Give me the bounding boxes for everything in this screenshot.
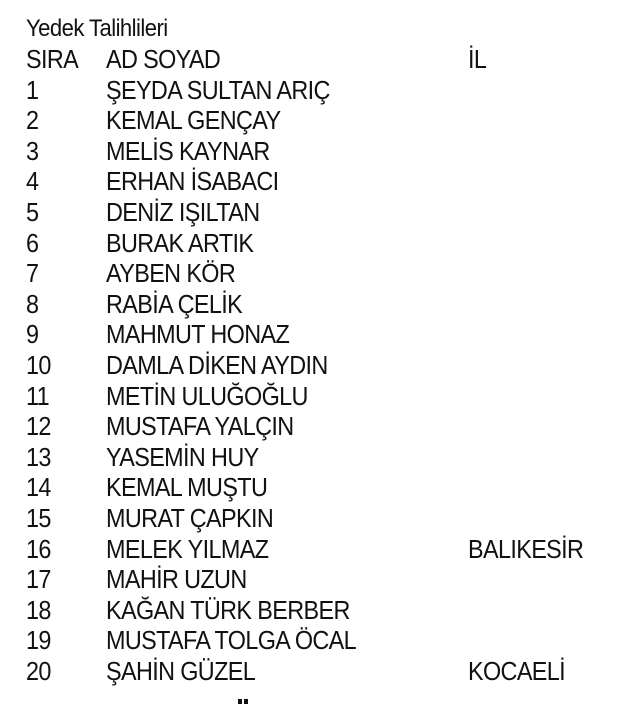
reserve-winners-document	[26, 14, 626, 686]
row-sira: 7	[26, 258, 39, 289]
row-ad-soyad: ŞEYDA SULTAN ARIÇ	[106, 74, 330, 105]
column-header-sira: SIRA	[26, 44, 79, 74]
row-sira: 17	[26, 564, 51, 595]
column-header-ad-soyad: AD SOYAD	[106, 44, 221, 74]
table-row	[26, 411, 626, 442]
row-il: BALIKESİR	[468, 533, 584, 564]
row-ad-soyad: MELİS KAYNAR	[106, 135, 270, 166]
table-header-row	[26, 44, 626, 75]
table-row	[26, 350, 626, 381]
row-sira: 18	[26, 594, 51, 625]
row-ad-soyad: ŞAHİN GÜZEL	[106, 655, 256, 686]
row-sira: 10	[26, 349, 51, 380]
row-ad-soyad: KAĞAN TÜRK BERBER	[106, 594, 350, 625]
table-row	[26, 442, 626, 473]
row-ad-soyad: MAHMUT HONAZ	[106, 319, 290, 350]
table-row	[26, 197, 626, 228]
row-ad-soyad: DENİZ IŞILTAN	[106, 196, 260, 227]
clipped-next-line-glyph	[236, 697, 250, 706]
row-sira: 19	[26, 625, 51, 656]
table-row	[26, 319, 626, 350]
row-sira: 13	[26, 441, 51, 472]
row-sira: 14	[26, 472, 51, 503]
row-sira: 4	[26, 166, 39, 197]
table-row	[26, 625, 626, 656]
row-ad-soyad: BURAK ARTIK	[106, 227, 254, 258]
row-ad-soyad: MELEK YILMAZ	[106, 533, 269, 564]
document-title: Yedek Talihlileri	[26, 15, 168, 42]
table-row	[26, 503, 626, 534]
row-sira: 1	[26, 74, 39, 105]
row-sira: 3	[26, 135, 39, 166]
umlaut-dot	[238, 699, 242, 704]
row-ad-soyad: MUSTAFA TOLGA ÖCAL	[106, 625, 357, 656]
table-row	[26, 656, 626, 687]
table-row	[26, 228, 626, 259]
row-ad-soyad: YASEMİN HUY	[106, 441, 259, 472]
table-row	[26, 534, 626, 565]
row-ad-soyad: KEMAL MUŞTU	[106, 472, 268, 503]
table-row	[26, 75, 626, 106]
row-ad-soyad: DAMLA DİKEN AYDIN	[106, 349, 328, 380]
row-sira: 16	[26, 533, 51, 564]
row-ad-soyad: MAHİR UZUN	[106, 564, 247, 595]
row-ad-soyad: KEMAL GENÇAY	[106, 105, 281, 136]
row-sira: 15	[26, 502, 51, 533]
row-sira: 2	[26, 105, 39, 136]
table-row	[26, 105, 626, 136]
row-sira: 20	[26, 655, 51, 686]
table-row	[26, 564, 626, 595]
row-ad-soyad: RABİA ÇELİK	[106, 288, 243, 319]
row-sira: 5	[26, 196, 39, 227]
row-il: KOCAELİ	[468, 655, 566, 686]
row-ad-soyad: ERHAN İSABACI	[106, 166, 279, 197]
row-ad-soyad: MUSTAFA YALÇIN	[106, 411, 294, 442]
row-sira: 8	[26, 288, 39, 319]
row-ad-soyad: MURAT ÇAPKIN	[106, 502, 274, 533]
row-ad-soyad: AYBEN KÖR	[106, 258, 236, 289]
row-sira: 6	[26, 227, 39, 258]
row-sira: 9	[26, 319, 39, 350]
table-row	[26, 595, 626, 626]
row-sira: 12	[26, 411, 51, 442]
umlaut-dot	[244, 699, 248, 704]
column-header-il: İL	[468, 44, 487, 74]
row-ad-soyad: METİN ULUĞOĞLU	[106, 380, 308, 411]
row-sira: 11	[26, 380, 50, 411]
table-row	[26, 166, 626, 197]
table-row	[26, 258, 626, 289]
table-row	[26, 472, 626, 503]
table-row	[26, 289, 626, 320]
table-row	[26, 381, 626, 412]
table-row	[26, 136, 626, 167]
